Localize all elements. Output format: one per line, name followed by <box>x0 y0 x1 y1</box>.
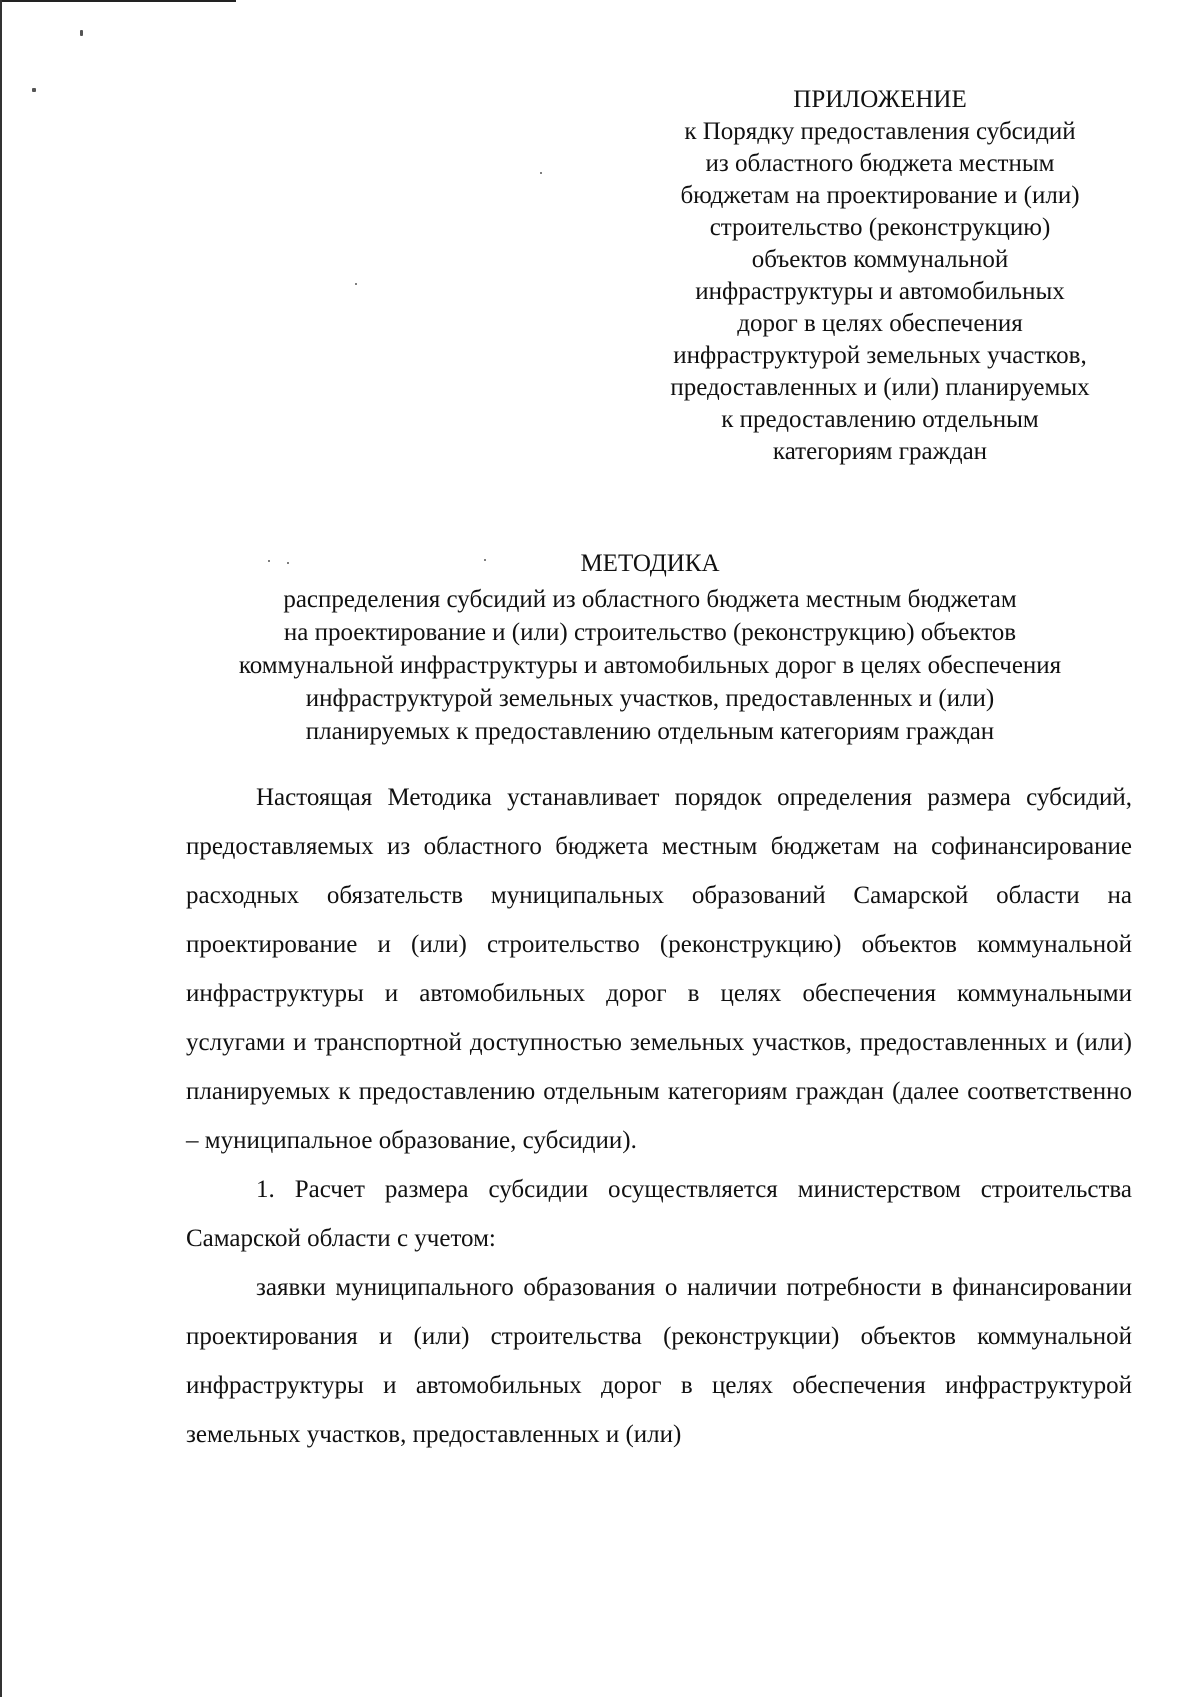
appendix-line: бюджетам на проектирование и (или) <box>680 182 1080 209</box>
methodology-subtitle-line: коммунальной инфраструктуры и автомобильных дорог в целях обеспечения <box>238 652 1062 679</box>
methodology-subtitle-line: инфраструктурой земельных участков, предоставленных и (или) <box>305 685 995 712</box>
appendix-line: дорог в целях обеспечения <box>737 310 1023 337</box>
appendix-line: строительство (реконструкцию) <box>709 214 1051 241</box>
body-paragraph: Настоящая Методика устанавливает порядок определения размера субсидий, предоставляемых из областного бюджета местным бюджетам на софинансирование расходных обязательств муниципальных образований Самарской области на проектирование и (или) строительство (реконструкцию) объектов коммунальной инфраструктуры и автомобильных дорог в целях обеспечения коммунальными услугами и транспортной доступностью земельных участков, предоставленных и (или) планируемых к предоставлению отдельным категориям граждан (далее соответственно – муниципальное образование, субсидии). <box>186 784 1132 1154</box>
appendix-line: предоставленных и (или) планируемых <box>670 374 1090 401</box>
appendix-line: категориям граждан <box>772 438 988 465</box>
appendix-line: объектов коммунальной <box>751 246 1009 273</box>
appendix-title: ПРИЛОЖЕНИЕ <box>793 86 967 113</box>
appendix-line: инфраструктурой земельных участков, <box>673 342 1087 369</box>
body-text <box>186 773 1132 1459</box>
methodology-subtitle-line: распределения субсидий из областного бюджета местным бюджетам <box>283 586 1017 613</box>
appendix-line: к Порядку предоставления субсидий <box>684 118 1076 145</box>
scan-speck <box>32 88 36 92</box>
scan-edge-top <box>0 0 236 2</box>
methodology-subtitle-line: на проектирование и (или) строительство (реконструкцию) объектов <box>283 619 1017 646</box>
appendix-line: к предоставлению отдельным <box>721 406 1039 433</box>
methodology-title: МЕТОДИКА <box>580 550 720 577</box>
appendix-header <box>640 84 1120 468</box>
appendix-line: из областного бюджета местным <box>705 150 1055 177</box>
scan-speck <box>355 283 357 285</box>
scan-speck <box>80 30 83 36</box>
methodology-subtitle <box>180 583 1120 748</box>
appendix-line: инфраструктуры и автомобильных <box>695 278 1065 305</box>
body-paragraph: 1. Расчет размера субсидии осуществляется министерством строительства Самарской области с учетом: <box>186 1176 1132 1252</box>
body-paragraph: заявки муниципального образования о наличии потребности в финансировании проектирования и (или) строительства (реконструкции) объектов коммунальной инфраструктуры и автомобильных дорог в целях обеспечения инфраструктурой земельных участков, предоставленных и (или) <box>186 1274 1132 1448</box>
scan-edge-left <box>0 0 2 1697</box>
scan-speck <box>540 172 542 174</box>
methodology-subtitle-line: планируемых к предоставлению отдельным категориям граждан <box>305 718 995 745</box>
